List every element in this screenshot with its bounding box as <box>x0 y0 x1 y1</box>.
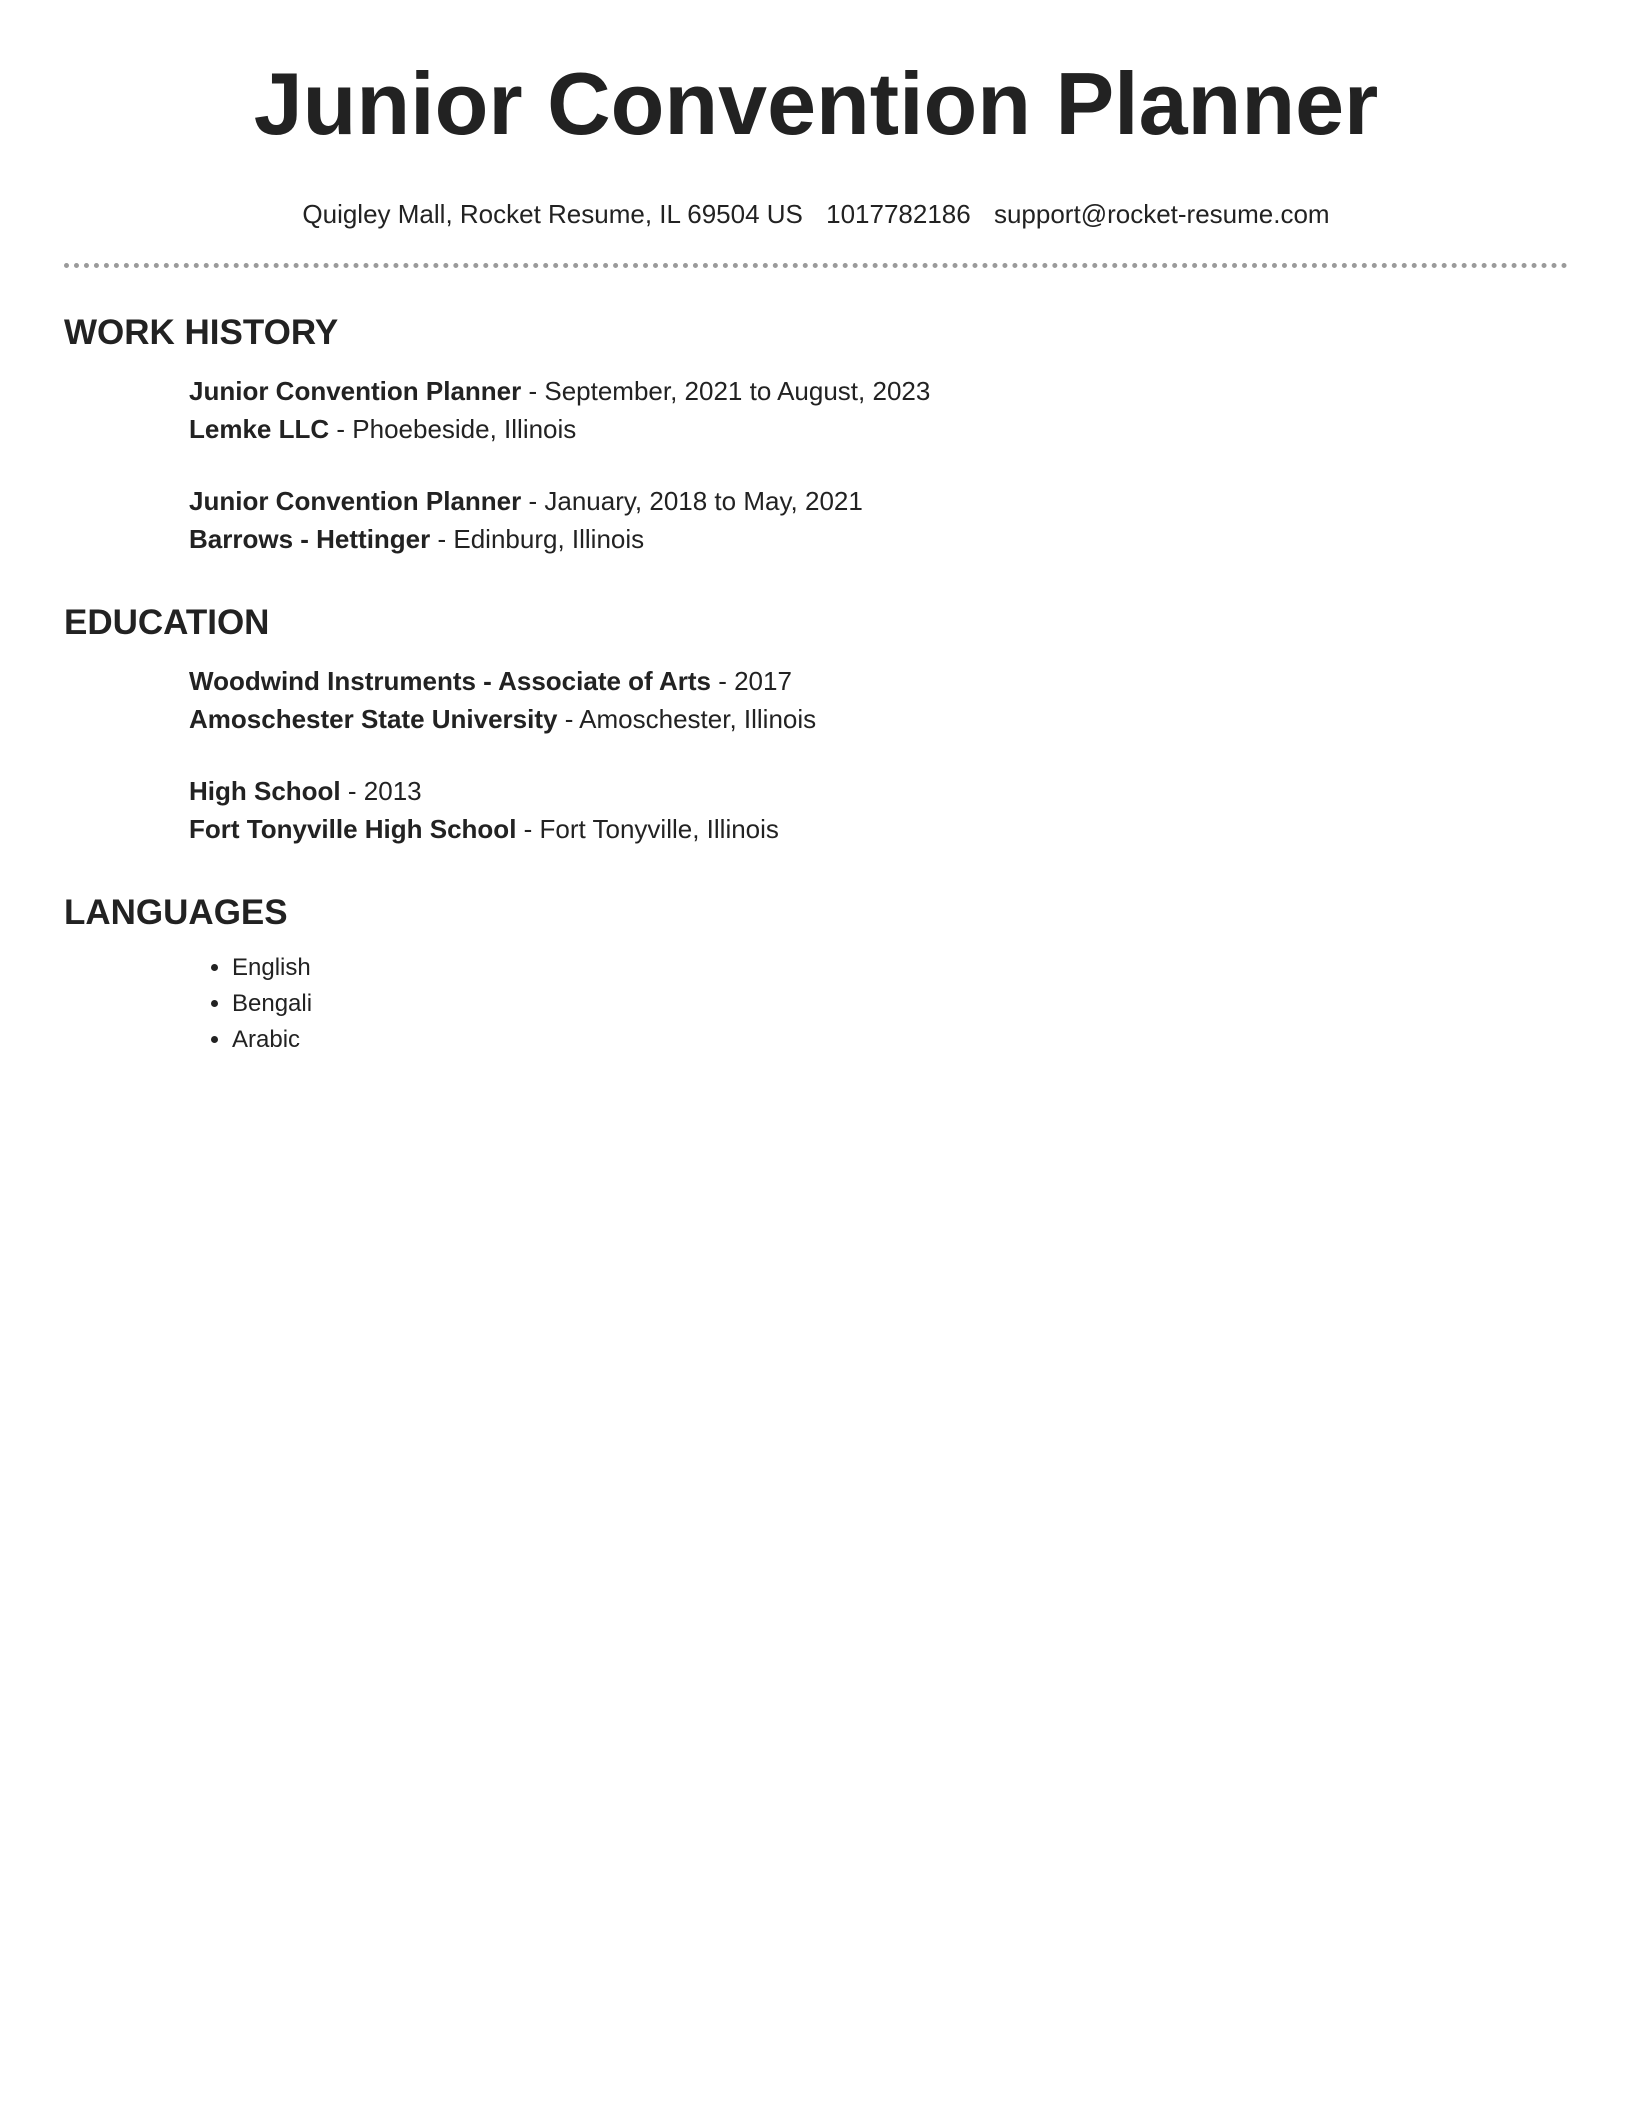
graduation-year: - 2017 <box>710 666 792 696</box>
contact-email: support@rocket-resume.com <box>993 199 1330 229</box>
work-entry <box>189 482 1568 558</box>
education-entry <box>189 772 1568 848</box>
header-divider <box>64 263 1568 268</box>
school-name: Amoschester State University <box>189 704 558 734</box>
languages-list <box>64 950 1568 1058</box>
candidate-name: Junior Convention Planner <box>253 54 1379 153</box>
employer-name: Barrows - Hettinger <box>189 524 431 554</box>
school-location: - Amoschester, Illinois <box>557 704 817 734</box>
education-entry-school-line <box>189 700 1568 738</box>
degree-name: Woodwind Instruments - Associate of Arts <box>189 666 711 696</box>
contact-line <box>64 198 1568 230</box>
job-dates: - September, 2021 to August, 2023 <box>521 376 931 406</box>
employer-location: - Phoebeside, Illinois <box>329 414 577 444</box>
language-item: • English <box>232 950 1568 986</box>
work-history-entries <box>189 372 1568 558</box>
section-title-work-history: WORK HISTORY <box>64 313 339 352</box>
work-entry-role-line <box>189 372 1568 410</box>
work-entry-employer-line <box>189 410 1568 448</box>
employer-name: Lemke LLC <box>189 414 330 444</box>
education-entries <box>189 662 1568 848</box>
language-item: • Arabic <box>232 1022 1568 1058</box>
resume-header <box>64 0 1568 230</box>
job-title: Junior Convention Planner <box>189 486 522 516</box>
education-entry <box>189 662 1568 738</box>
contact-phone: 1017782186 <box>826 199 971 229</box>
contact-address: Quigley Mall, Rocket Resume, IL 69504 US <box>302 199 803 229</box>
school-name: Fort Tonyville High School <box>189 814 517 844</box>
education-entry-school-line <box>189 810 1568 848</box>
work-entry-role-line <box>189 482 1568 520</box>
languages-section <box>64 892 1568 1058</box>
school-location: - Fort Tonyville, Illinois <box>516 814 779 844</box>
section-title-languages: LANGUAGES <box>64 893 288 932</box>
employer-location: - Edinburg, Illinois <box>430 524 645 554</box>
work-entry-employer-line <box>189 520 1568 558</box>
education-entry-degree-line <box>189 662 1568 700</box>
education-entry-degree-line <box>189 772 1568 810</box>
language-item: • Bengali <box>232 986 1568 1022</box>
education-section <box>64 602 1568 848</box>
section-title-education: EDUCATION <box>64 603 270 642</box>
job-title: Junior Convention Planner <box>189 376 522 406</box>
job-dates: - January, 2018 to May, 2021 <box>521 486 863 516</box>
graduation-year: - 2013 <box>340 776 422 806</box>
work-history-section <box>64 312 1568 558</box>
degree-name: High School <box>189 776 341 806</box>
work-entry <box>189 372 1568 448</box>
